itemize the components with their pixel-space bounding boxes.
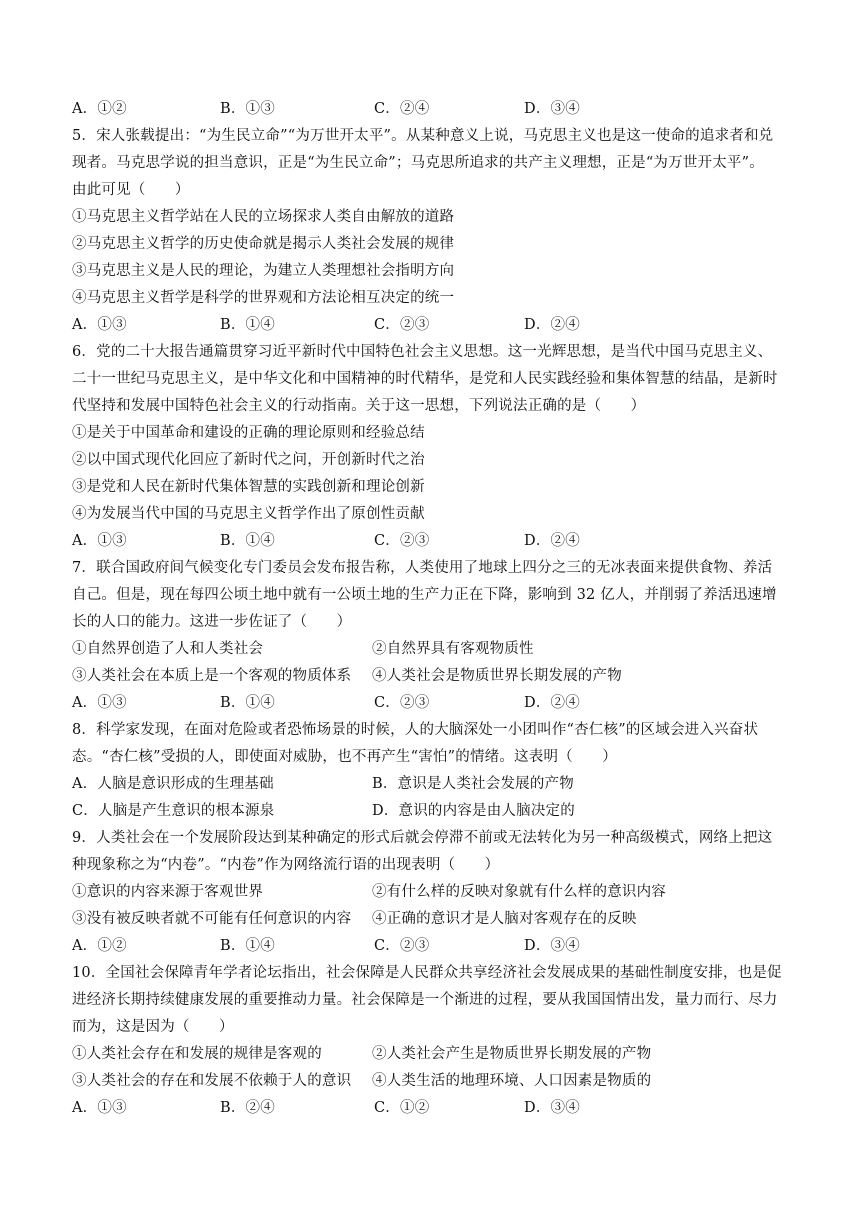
q5-stem-line-1: 5．宋人张载提出：“为生民立命”“为万世开太平”。从某种意义上说，马克思主义也是这一使命的追求者和兑: [72, 128, 774, 144]
q5-option-a: A．①③: [72, 317, 127, 333]
q9-item-1: ①意识的内容来源于客观世界: [72, 884, 264, 900]
q5-option-b: B．①④: [220, 317, 275, 333]
q9-stem-line-1: 9．人类社会在一个发展阶段达到某种确定的形式后就会停滞不前或无法转化为另一种高级模式，网络上把这: [72, 830, 773, 846]
q6-option-b: B．①④: [220, 533, 275, 549]
q5-stem-line-3: 由此可见（ ）: [72, 182, 190, 198]
q5-item-2: ②马克思主义哲学的历史使命就是揭示人类社会发展的规律: [72, 236, 455, 252]
q9-option-a: A．①②: [72, 938, 127, 954]
q8-option-c: C．人脑是产生意识的根本源泉: [72, 803, 275, 819]
q6-item-3: ③是党和人民在新时代集体智慧的实践创新和理论创新: [72, 479, 425, 495]
q9-item-2: ②有什么样的反映对象就有什么样的意识内容: [372, 884, 666, 900]
q9-option-d: D．③④: [524, 938, 580, 954]
q8-option-a: A．人脑是意识形成的生理基础: [72, 776, 274, 792]
q7-option-a: A．①③: [72, 695, 127, 711]
q7-option-d: D．②④: [524, 695, 580, 711]
q6-option-d: D．②④: [524, 533, 580, 549]
q6-option-a: A．①③: [72, 533, 127, 549]
q10-option-a: A．①③: [72, 1100, 127, 1116]
q9-stem-line-2: 种现象称之为“内卷”。“内卷”作为网络流行语的出现表明（ ）: [72, 857, 500, 873]
q4-option-d: D．③④: [524, 101, 580, 117]
q9-item-4: ④正确的意识才是人脑对客观存在的反映: [372, 911, 637, 927]
q10-stem-line-1: 10．全国社会保障青年学者论坛指出，社会保障是人民群众共享经济社会发展成果的基础性制度安排，也是促: [72, 965, 782, 981]
q7-stem-line-3: 长的人口的能力。这进一步佐证了（ ）: [72, 614, 352, 630]
q9-option-b: B．①④: [220, 938, 275, 954]
q4-option-b: B．①③: [220, 101, 275, 117]
q5-item-1: ①马克思主义哲学站在人民的立场探求人类自由解放的道路: [72, 209, 455, 225]
q6-item-4: ④为发展当代中国的马克思主义哲学作出了原创性贡献: [72, 506, 425, 522]
q10-stem-line-2: 进经济长期持续健康发展的重要推动力量。社会保障是一个渐进的过程，要从我国国情出发，量力而行、尽力: [72, 992, 778, 1008]
q8-stem-line-2: 态。“杏仁核”受损的人，即使面对威胁，也不再产生“害怕”的情绪。这表明（ ）: [72, 749, 617, 765]
q7-item-1: ①自然界创造了人和人类社会: [72, 641, 264, 657]
q6-item-2: ②以中国式现代化回应了新时代之问，开创新时代之治: [72, 452, 425, 468]
q7-stem-line-1: 7．联合国政府间气候变化专门委员会发布报告称，人类使用了地球上四分之三的无冰表面来提供食物、养活: [72, 560, 773, 576]
q10-item-4: ④人类生活的地理环境、人口因素是物质的: [372, 1073, 652, 1089]
q6-stem-line-3: 代坚持和发展中国特色社会主义的行动指南。关于这一思想，下列说法正确的是（ ）: [72, 398, 646, 414]
q8-option-d: D．意识的内容是由人脑决定的: [372, 803, 575, 819]
q4-option-a: A．①②: [72, 101, 127, 117]
q5-option-c: C．②③: [374, 317, 430, 333]
q6-option-c: C．②③: [374, 533, 430, 549]
q6-item-1: ①是关于中国革命和建设的正确的理论原则和经验总结: [72, 425, 425, 441]
q10-option-b: B．②④: [220, 1100, 275, 1116]
q6-stem-line-2: 二十一世纪马克思主义，是中华文化和中国精神的时代精华，是党和人民实践经验和集体智慧的结晶，是新时: [72, 371, 778, 387]
q10-option-c: C．①②: [374, 1100, 430, 1116]
q10-option-d: D．③④: [524, 1100, 580, 1116]
q10-stem-line-3: 而为，这是因为（ ）: [72, 1019, 234, 1035]
q9-option-c: C．②③: [374, 938, 430, 954]
q10-item-1: ①人类社会存在和发展的规律是客观的: [72, 1046, 322, 1062]
q9-item-3: ③没有被反映者就不可能有任何意识的内容: [72, 911, 352, 927]
q7-stem-line-2: 自己。但是，现在每四公顷土地中就有一公顷土地的生产力正在下降，影响到 32 亿人，并削弱了养活迅速增: [72, 587, 777, 603]
q7-option-c: C．②③: [374, 695, 430, 711]
q4-option-c: C．②④: [374, 101, 430, 117]
q7-option-b: B．①④: [220, 695, 275, 711]
q10-item-3: ③人类社会的存在和发展不依赖于人的意识: [72, 1073, 352, 1089]
q10-item-2: ②人类社会产生是物质世界长期发展的产物: [372, 1046, 652, 1062]
q7-item-2: ②自然界具有客观物质性: [372, 641, 534, 657]
q5-item-3: ③马克思主义是人民的理论，为建立人类理想社会指明方向: [72, 263, 455, 279]
q5-option-d: D．②④: [524, 317, 580, 333]
q6-stem-line-1: 6．党的二十大报告通篇贯穿习近平新时代中国特色社会主义思想。这一光辉思想，是当代中国马克思主义、: [72, 344, 773, 360]
q8-option-b: B．意识是人类社会发展的产物: [372, 776, 574, 792]
q5-item-4: ④马克思主义哲学是科学的世界观和方法论相互决定的统一: [72, 290, 455, 306]
q7-item-3: ③人类社会在本质上是一个客观的物质体系: [72, 668, 352, 684]
q5-stem-line-2: 现者。马克思学说的担当意识，正是“为生民立命”；马克思所追求的共产主义理想，正是“为万世开太平”。: [72, 155, 764, 171]
q7-item-4: ④人类社会是物质世界长期发展的产物: [372, 668, 622, 684]
q8-stem-line-1: 8．科学家发现，在面对危险或者恐怖场景的时候，人的大脑深处一小团叫作“杏仁核”的区域会进入兴奋状: [72, 722, 759, 738]
